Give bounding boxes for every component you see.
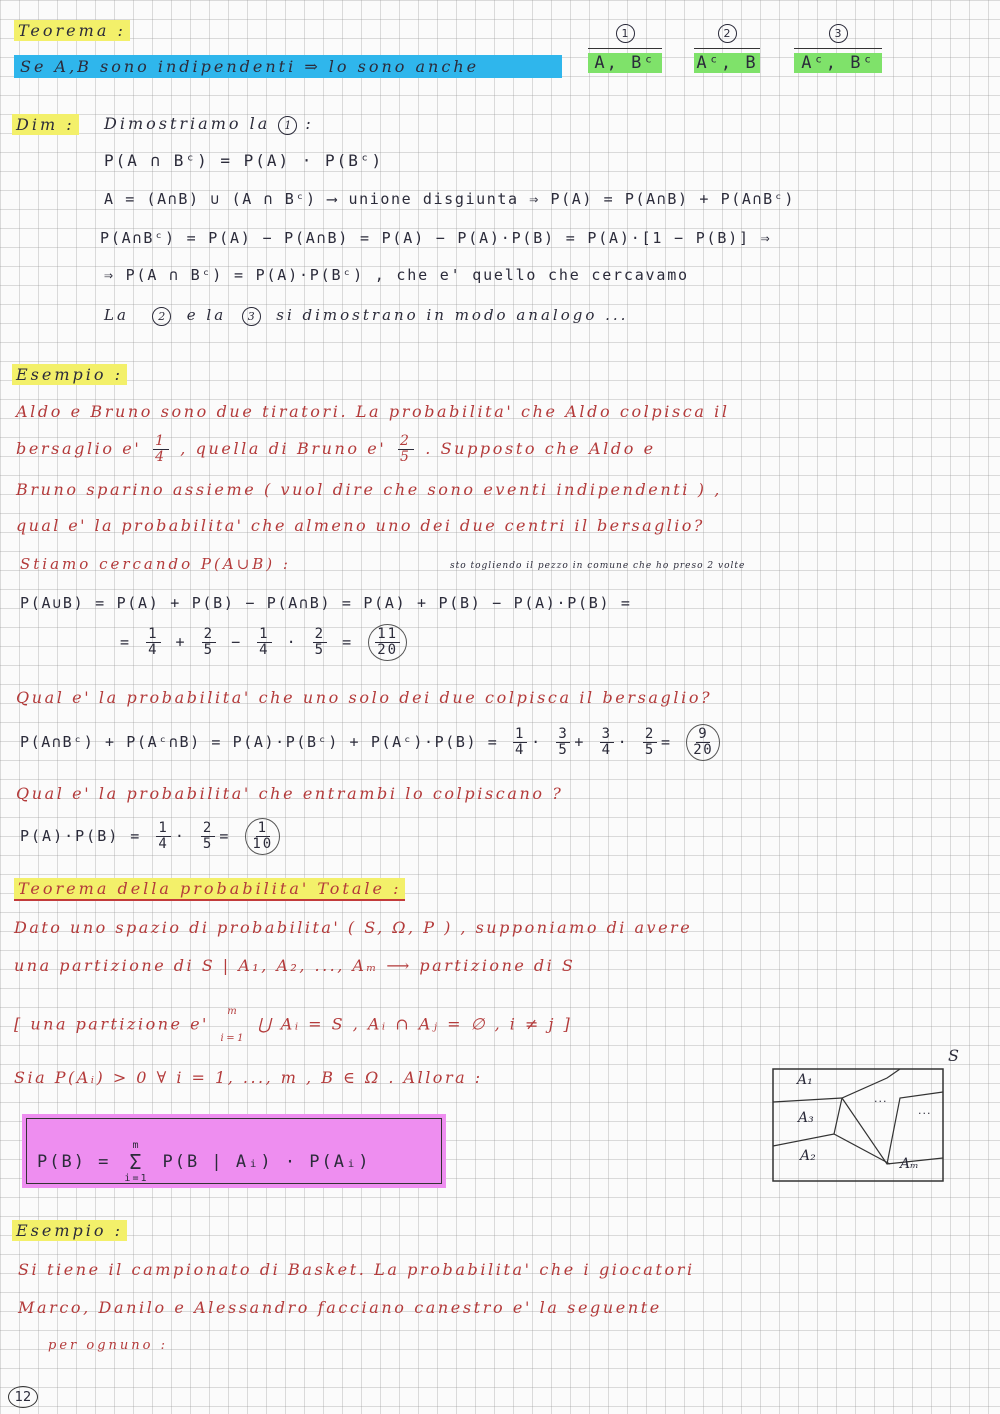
f2-frac2 — [202, 627, 216, 658]
frac-num: 2 — [644, 726, 655, 742]
total-prob-formula — [37, 1139, 370, 1185]
diagram-dots-2: ... — [918, 1104, 932, 1117]
frac-den: 5 — [558, 742, 569, 758]
case-1 — [588, 22, 662, 73]
frac-den: 5 — [203, 642, 215, 658]
example1-formula-2 — [120, 624, 411, 661]
frac-num: 1 — [158, 820, 169, 836]
union-sub: i=1 — [220, 1033, 246, 1044]
diagram-partition-line — [773, 1134, 890, 1164]
example1-q2-formula: P(A∩Bᶜ) + P(Aᶜ∩B) = P(A)·P(Bᶜ) + P(Aᶜ)·P(B) = $\frac{1}{4}$ · $\frac{3}{5}$ + $\frac{3}{4}$ · $\frac{2}{5}$ = $\frac{9}{20}$ — [20, 724, 724, 761]
q2-result — [686, 724, 720, 761]
proof-line-5-num1: 2 — [152, 307, 171, 326]
example1-frac-aldo — [153, 434, 169, 465]
sum-symbol: Σ — [129, 1150, 144, 1174]
example1-note: sto togliendo il pezzo in comune che ho preso 2 volte — [450, 561, 746, 571]
frac-den: 5 — [644, 742, 655, 758]
formula-box — [26, 1118, 442, 1184]
frac-den: 5 — [400, 449, 412, 465]
frac-num: 9 — [698, 726, 709, 742]
q2-frac4 — [643, 727, 657, 758]
frac-num: 11 — [377, 626, 399, 642]
q3-frac1 — [156, 821, 170, 852]
example1-p2c: . Supposto che Aldo e — [425, 439, 656, 458]
formula-right: P(B | Aᵢ) · P(Aᵢ) — [162, 1152, 371, 1172]
q2-frac3 — [600, 727, 614, 758]
frac-den: 20 — [693, 742, 714, 758]
example2-label: Esempio : — [12, 1220, 127, 1241]
frac-num: 2 — [400, 433, 412, 449]
proof-line-5 — [104, 306, 628, 326]
proof-intro: Dimostriamo la 1 : — [104, 114, 314, 133]
f2-frac1 — [146, 627, 160, 658]
proof-label: Dim : — [12, 114, 79, 135]
frac-num: 1 — [515, 726, 526, 742]
total-prob-l1: Dato uno spazio di probabilita' ( S, Ω, P ) , supponiamo di avere — [14, 918, 693, 937]
diagram-label-a3: A₃ — [798, 1110, 814, 1126]
union-sup: m — [227, 1006, 240, 1017]
proof-line-5-a: La — [104, 306, 129, 324]
example1-p2 — [16, 434, 656, 465]
case-1-text: A, Bᶜ — [588, 53, 662, 73]
example1-q3: Qual e' la probabilita' che entrambi lo colpiscano ? — [16, 784, 564, 803]
frac-den: 4 — [148, 642, 159, 658]
formula-left: P(B) = — [37, 1152, 111, 1172]
frac-num: 3 — [558, 726, 569, 742]
f2-eq: = — [120, 633, 132, 651]
f2-minus: − — [231, 633, 243, 651]
case-1-number: 1 — [616, 24, 635, 43]
example1-p2b: , quella di Bruno e' — [180, 439, 387, 458]
case-3-number: 3 — [829, 24, 848, 43]
f2-dot: · — [286, 633, 298, 651]
example1-p1: Aldo e Bruno sono due tiratori. La probabilita' che Aldo colpisca il — [16, 402, 730, 421]
f2-eq2: = — [342, 633, 354, 651]
diagram-label-am: Aₘ — [900, 1156, 919, 1172]
q2-formula-text: P(A∩Bᶜ) + P(Aᶜ∩B) = P(A)·P(Bᶜ) + P(Aᶜ)·P(B) = — [20, 733, 499, 751]
case-2-text: Aᶜ, B — [694, 53, 760, 73]
frac-den: 4 — [158, 836, 169, 852]
example2-l2: Marco, Danilo e Alessandro facciano canestro e' la seguente — [18, 1298, 662, 1317]
diagram-label-a2: A₂ — [800, 1148, 816, 1164]
case-2-number: 2 — [718, 24, 737, 43]
total-prob-l2: una partizione di S | A₁, A₂, ..., Aₘ ⟶ partizione di S — [14, 956, 576, 975]
f2-result — [368, 624, 407, 661]
proof-intro-number: 1 — [278, 116, 297, 135]
total-prob-l3-b: ⋃ Aᵢ = S , Aᵢ ∩ Aⱼ = ∅ , i ≠ j ] — [257, 1014, 573, 1034]
case-3 — [794, 22, 882, 73]
total-prob-l3-a: [ una partizione e' — [14, 1014, 209, 1034]
example1-q2: Qual e' la probabilita' che uno solo dei due colpisca il bersaglio? — [16, 688, 713, 707]
f2-frac4 — [313, 627, 327, 658]
proof-line-5-b: e la — [186, 306, 227, 324]
frac-den: 20 — [377, 642, 399, 658]
q3-frac2 — [201, 821, 215, 852]
diagram-dots-1: ... — [874, 1092, 888, 1105]
example1-frac-bruno — [398, 434, 414, 465]
frac-den: 4 — [601, 742, 612, 758]
frac-num: 1 — [257, 820, 269, 836]
formula-sum — [124, 1139, 148, 1185]
case-2 — [694, 22, 760, 73]
frac-num: 2 — [314, 626, 326, 642]
proof-line-4: ⇒ P(A ∩ Bᶜ) = P(A)·P(Bᶜ) , che e' quello che cercavamo — [104, 266, 689, 284]
example1-p5: Stiamo cercando P(A∪B) : — [20, 555, 291, 573]
proof-line-1: P(A ∩ Bᶜ) = P(A) · P(Bᶜ) — [104, 151, 384, 170]
frac-den: 4 — [155, 449, 167, 465]
example1-p2a: bersaglio e' — [16, 439, 142, 458]
diagram-partition-line — [834, 1098, 842, 1134]
frac-num: 2 — [202, 820, 214, 836]
example1-p4: qual e' la probabilita' che almeno uno dei due centri il bersaglio? — [16, 516, 705, 535]
total-prob-l3 — [14, 1006, 572, 1044]
proof-line-2: A = (A∩B) ∪ (A ∩ Bᶜ) ⟶ unione disgiunta ⇒ P(A) = P(A∩B) + P(A∩Bᶜ) — [104, 190, 795, 208]
proof-line-5-c: si dimostrano in modo analogo ... — [276, 306, 629, 324]
example1-q3-formula: P(A)·P(B) = $\frac{1}{4}$ · $\frac{2}{5}$ = $\frac{1}{10}$ — [20, 818, 284, 855]
frac-num: 1 — [259, 626, 270, 642]
frac-num: 3 — [601, 726, 612, 742]
diagram-label-a1: A₁ — [797, 1072, 813, 1088]
frac-num: 1 — [155, 433, 167, 449]
frac-den: 4 — [259, 642, 270, 658]
example2-l1: Si tiene il campionato di Basket. La probabilita' che i giocatori — [18, 1260, 695, 1279]
q3-result — [245, 818, 280, 855]
proof-line-5-num2: 3 — [242, 307, 261, 326]
example1-label: Esempio : — [12, 364, 127, 385]
frac-num: 1 — [148, 626, 159, 642]
frac-den: 4 — [515, 742, 526, 758]
theorem-label: Teorema : — [14, 20, 130, 41]
diagram-label-s: S — [948, 1046, 962, 1065]
frac-den: 5 — [202, 836, 214, 852]
total-prob-l4: Sia P(Aᵢ) > 0 ∀ i = 1, ..., m , B ∈ Ω . Allora : — [14, 1068, 483, 1087]
example2-l3: per ognuno : — [48, 1338, 168, 1353]
frac-num: 2 — [203, 626, 215, 642]
proof-line-3: P(A∩Bᶜ) = P(A) − P(A∩B) = P(A) − P(A)·P(B) = P(A)·[1 − P(B)] ⇒ — [100, 229, 772, 247]
page-number: 12 — [8, 1386, 38, 1408]
frac-den: 10 — [252, 836, 274, 852]
q2-frac1 — [513, 727, 527, 758]
q2-frac2 — [556, 727, 570, 758]
total-prob-label: Teorema della probabilita' Totale : — [14, 878, 405, 901]
union-limits — [221, 1006, 246, 1044]
frac-den: 5 — [314, 642, 326, 658]
sum-sup: m — [132, 1140, 141, 1151]
example1-formula-1: P(A∪B) = P(A) + P(B) − P(A∩B) = P(A) + P(B) − P(A)·P(B) = — [20, 594, 632, 612]
theorem-statement: Se A,B sono indipendenti ⇒ lo sono anche — [14, 55, 562, 78]
f2-frac3 — [257, 627, 271, 658]
proof-intro-text: Dimostriamo la — [104, 114, 271, 133]
q3-formula-text: P(A)·P(B) = — [20, 827, 142, 845]
case-3-text: Aᶜ, Bᶜ — [794, 53, 882, 73]
example1-p3: Bruno sparino assieme ( vuol dire che sono eventi indipendenti ) , — [16, 480, 722, 499]
diagram-partition-line — [887, 1092, 943, 1164]
sum-sub: i=1 — [124, 1173, 149, 1184]
f2-plus: + — [175, 633, 187, 651]
